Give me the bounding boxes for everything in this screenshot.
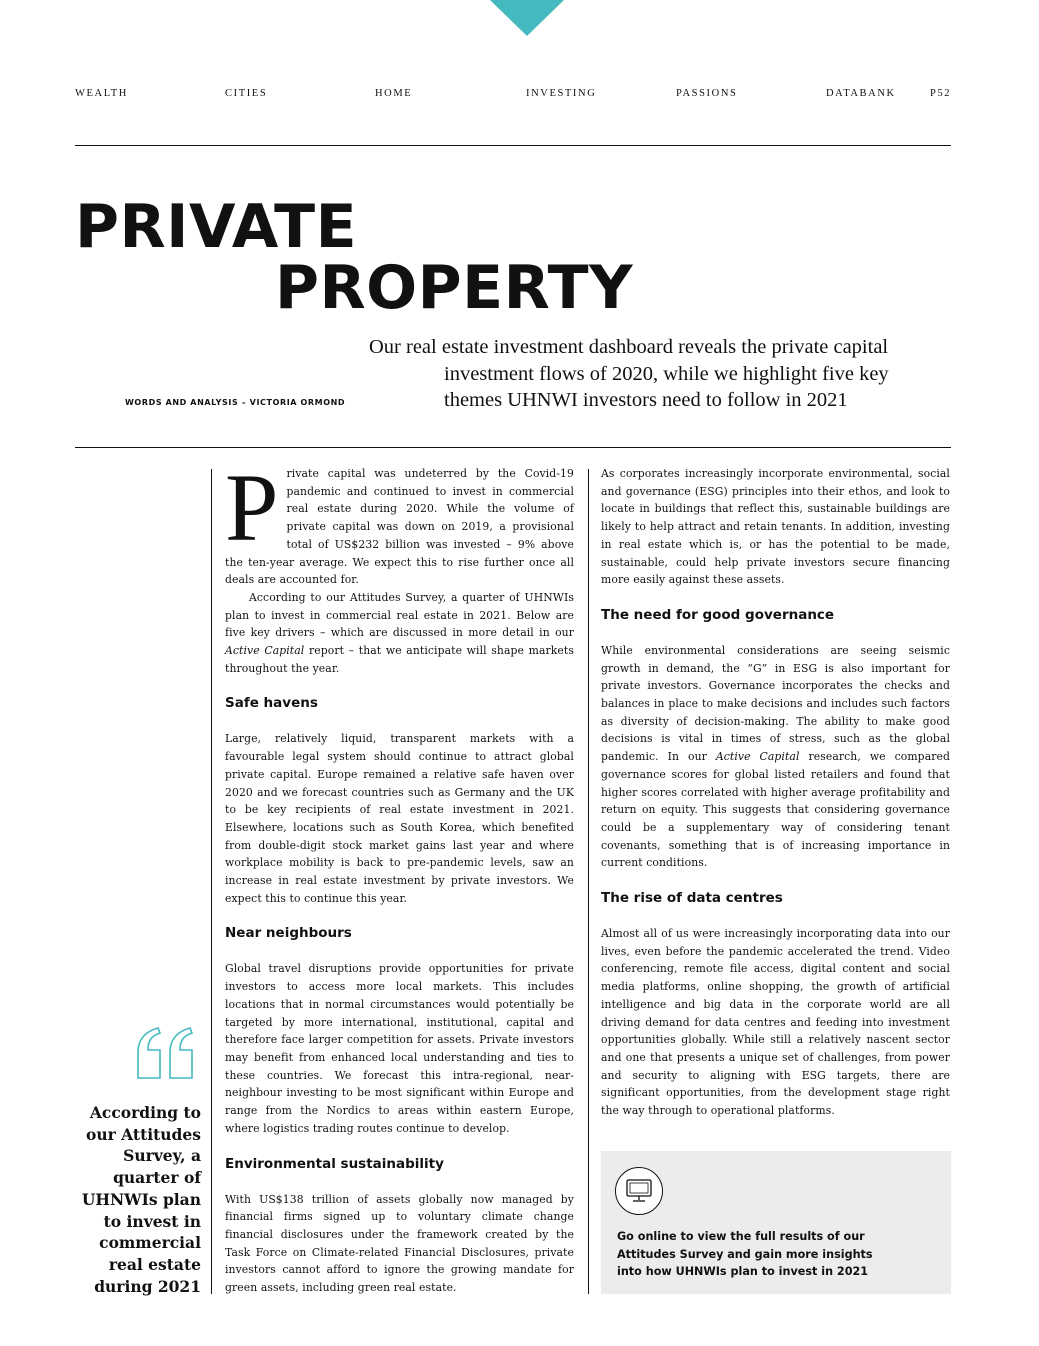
paragraph-text: research, we compared governance scores for global listed retailers and found that higher scores correlated with higher average profitability and return on equity. This suggests that considering governance could be a supplementary way of considering tenant covenants, something that is of increasing importance in current conditions. bbox=[601, 750, 950, 870]
page-number: P52 bbox=[930, 88, 952, 99]
pull-quote: According to our Attitudes Survey, a quarter of UHNWIs plan to invest in commercial real estate during 2021 bbox=[81, 1103, 201, 1296]
article-paragraph bbox=[225, 589, 574, 678]
article-column-2 bbox=[601, 465, 950, 1120]
page-title-line1: PRIVATE bbox=[75, 192, 358, 262]
nav-item-databank[interactable]: DATABANK bbox=[826, 88, 896, 99]
report-title: Active Capital bbox=[225, 644, 305, 658]
column-divider-center bbox=[588, 469, 589, 1294]
paragraph-text: While environmental considerations are seeing seismic growth in demand, the “G” in ESG is also important for private investors. Governance incorporates the checks and balances in place to make decisions and includes such factors as diversity of decision-making. The ability to make good decisions is vital in times of stress, such as the global pandemic. In our bbox=[601, 643, 950, 764]
article-paragraph: Global travel disruptions provide opportunities for private investors to access more local markets. This includes locations that in normal circumstances would potentially be targeted by more international, institutional, capital and therefore face larger competition for assets. Private investors may benefit from enhanced local understanding and ties to these countries. We forecast this intra-regional, near-neighbour investing to be most significant within Europe and range from the Nordics to areas within eastern Europe, where logistics trading routes continue to develop. bbox=[225, 962, 574, 1135]
monitor-icon bbox=[626, 1179, 652, 1203]
promo-line: into how UHNWIs plan to invest in 2021 bbox=[617, 1265, 869, 1278]
column-divider-left bbox=[211, 469, 212, 1294]
article-paragraph: With US$138 trillion of assets globally now managed by financial firms signed up to voluntary climate change financial disclosures under the framework created by the Task Force on Climate-related Financial Disclosures, private investors cannot afford to ignore the growing mandate for green assets, including green real estate. bbox=[225, 1192, 574, 1295]
standfirst-line: investment flows of 2020, while we highlight five key bbox=[444, 362, 889, 385]
nav-item-wealth[interactable]: WEALTH bbox=[75, 88, 128, 99]
article-paragraph: Almost all of us were increasingly incorporating data into our lives, even before the pandemic accelerated the trend. Video conferencing, remote file access, digital content and social media platforms, online shopping, the growth of artificial intelligence and big data in the corporate world are all driving demand for data centres and feeding into investment opportunities globally. While still a relatively nascent sector and one that presents a unique set of challenges, from power and security to aligning with ESG targets, there are significant opportunities, from the development stage right the way through to operational platforms. bbox=[601, 927, 950, 1118]
top-navigation bbox=[75, 88, 951, 102]
nav-item-home[interactable]: HOME bbox=[375, 88, 413, 99]
page-title-line2: PROPERTY bbox=[275, 253, 634, 323]
drop-cap: P bbox=[225, 454, 279, 561]
byline: WORDS AND ANALYSIS – VICTORIA ORMOND bbox=[125, 398, 346, 407]
monitor-icon-badge bbox=[615, 1167, 663, 1215]
promo-line: Attitudes Survey and gain more insights bbox=[617, 1247, 873, 1261]
promo-line: Go online to view the full results of our bbox=[617, 1230, 865, 1243]
subheading-near-neighbours: Near neighbours bbox=[225, 925, 352, 942]
article-paragraph: Large, relatively liquid, transparent markets with a favourable legal system should continue to attract global private capital. Europe remained a relative safe haven over 2020 and we forecast countries such as Germany and the UK to be key recipients of real estate investment in 2021. Elsewhere, locations such as South Korea, which benefited from double-digit stock market gains last year and where workplace mobility is back to pre-pandemic levels, saw an increase in real estate investment by private investors. We expect this to continue this year. bbox=[225, 732, 574, 905]
subheading-data-centres: The rise of data centres bbox=[601, 890, 783, 907]
online-promo-box[interactable] bbox=[601, 1151, 951, 1294]
quote-icon bbox=[134, 1026, 198, 1080]
section-marker-triangle bbox=[490, 0, 564, 36]
header-divider bbox=[75, 145, 951, 146]
report-title: Active Capital bbox=[715, 750, 800, 764]
paragraph-text: rivate capital was undeterred by the Covid-19 pandemic and continued to invest in commercial real estate during 2020. While the volume of private capital was down on 2019, a provisional total of US$232 billion was invested – 9% above the ten-year average. We expect this to rise further once all deals are accounted for. bbox=[225, 467, 574, 587]
nav-item-cities[interactable]: CITIES bbox=[225, 88, 268, 99]
article-paragraph: As corporates increasingly incorporate environmental, social and governance (ESG) principles into their ethos, and look to locate in buildings that reflect this, sustainable buildings are likely to help attract and retain tenants. In addition, investing in real estate which is, or has the potential to be made, sustainable, could help private investors secure financing more easily against these assets. bbox=[601, 467, 950, 587]
intro-divider bbox=[75, 447, 951, 448]
subheading-safe-havens: Safe havens bbox=[225, 695, 318, 712]
promo-text[interactable] bbox=[617, 1228, 917, 1281]
standfirst bbox=[369, 334, 959, 414]
nav-item-investing[interactable]: INVESTING bbox=[526, 88, 597, 99]
article-paragraph bbox=[225, 454, 574, 589]
article-column-1 bbox=[225, 454, 574, 1297]
paragraph-text: report – that we anticipate will shape markets throughout the year. bbox=[225, 644, 574, 675]
article-paragraph bbox=[601, 642, 950, 872]
nav-item-passions[interactable]: PASSIONS bbox=[676, 88, 738, 99]
paragraph-text: According to our Attitudes Survey, a quarter of UHNWIs plan to invest in commercial real estate in 2021. Below are five key drivers – which are discussed in more detail in our bbox=[225, 590, 574, 640]
subheading-good-governance: The need for good governance bbox=[601, 606, 835, 623]
standfirst-line: themes UHNWI investors need to follow in 2021 bbox=[444, 389, 848, 411]
subheading-environmental-sustainability: Environmental sustainability bbox=[225, 1155, 444, 1172]
standfirst-line: Our real estate investment dashboard reveals the private capital bbox=[369, 336, 889, 358]
